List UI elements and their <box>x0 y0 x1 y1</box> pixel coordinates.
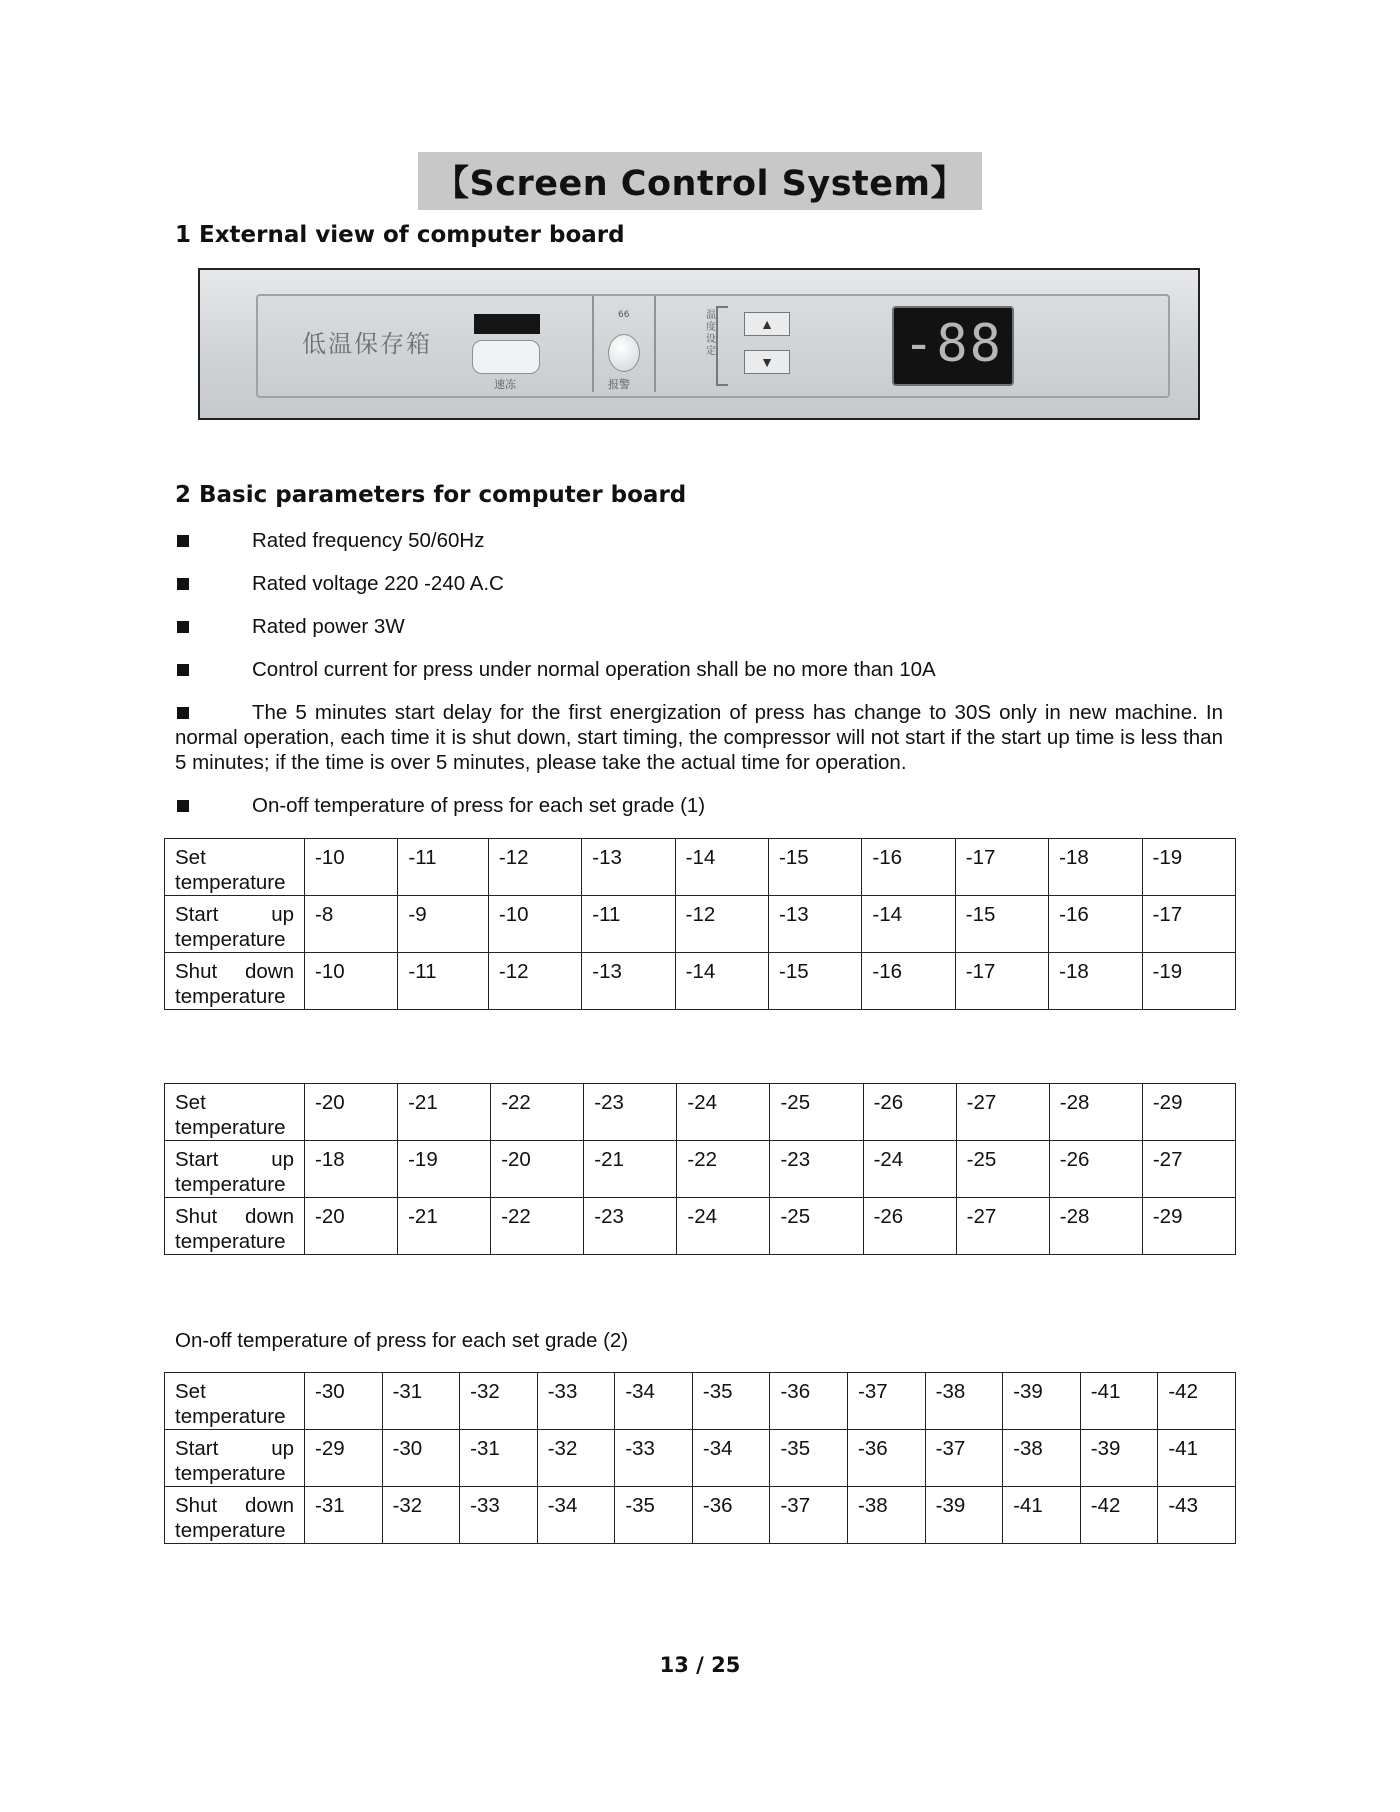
table-cell: -39 <box>1080 1430 1158 1487</box>
table-cell: -31 <box>305 1487 383 1544</box>
table-cell: -11 <box>398 953 489 1010</box>
table-cell: -31 <box>382 1373 460 1430</box>
table-cell: -12 <box>488 839 581 896</box>
row-label-set: Set temperature <box>165 1084 305 1141</box>
square-bullet-icon <box>177 535 189 547</box>
table-row-shut <box>165 1198 1236 1255</box>
square-bullet-icon <box>177 800 189 812</box>
row-label-shut: Shut down temperature <box>165 953 305 1010</box>
alarm-label: 报警 <box>608 378 630 391</box>
table-cell: -9 <box>398 896 489 953</box>
table-cell: -31 <box>460 1430 538 1487</box>
table-cell: -43 <box>1158 1487 1236 1544</box>
square-bullet-icon <box>177 664 189 676</box>
table-cell: -42 <box>1080 1487 1158 1544</box>
table-row-start <box>165 1430 1236 1487</box>
indicator-strip <box>474 314 540 334</box>
table-cell: -14 <box>675 953 768 1010</box>
table-cell: -10 <box>305 839 398 896</box>
table-cell: -22 <box>491 1084 584 1141</box>
table-cell: -19 <box>1142 953 1235 1010</box>
table-cell: -20 <box>305 1198 398 1255</box>
table-cell: -19 <box>1142 839 1235 896</box>
table-cell: -21 <box>584 1141 677 1198</box>
table-cell: -37 <box>770 1487 848 1544</box>
table-cell: -34 <box>615 1373 693 1430</box>
section-heading-external-view: 1 External view of computer board <box>175 222 625 248</box>
list-item: Rated frequency 50/60Hz <box>175 528 1223 553</box>
table-cell: -33 <box>537 1373 615 1430</box>
table-cell: -36 <box>692 1487 770 1544</box>
list-item: The 5 minutes start delay for the first energization of press has change to 30S only in new machine. In normal operation, each time it is shut down, start timing, the compressor will not start if the start up time is less than 5 minutes; if the time is over 5 minutes, please take the actual time for operation. <box>175 701 1223 774</box>
list-item: Control current for press under normal operation shall be no more than 10A <box>175 657 1223 682</box>
display-digits: -88 <box>903 314 1003 374</box>
row-label-shut: Shut down temperature <box>165 1487 305 1544</box>
list-item: Rated power 3W <box>175 614 1223 639</box>
table-cell: -23 <box>584 1198 677 1255</box>
table-row-shut <box>165 953 1236 1010</box>
table-cell: -25 <box>770 1198 863 1255</box>
table-cell: -27 <box>956 1084 1049 1141</box>
table-cell: -18 <box>305 1141 398 1198</box>
table-row-set <box>165 1084 1236 1141</box>
alarm-indicator-mark: 66 <box>618 310 630 320</box>
grade-table-2 <box>164 1083 1236 1255</box>
table-cell: -36 <box>770 1373 848 1430</box>
table-cell: -41 <box>1003 1487 1081 1544</box>
table-cell: -18 <box>1049 953 1142 1010</box>
table-cell: -38 <box>1003 1430 1081 1487</box>
table-cell: -25 <box>956 1141 1049 1198</box>
square-bullet-icon <box>177 707 189 719</box>
table-cell: -21 <box>398 1084 491 1141</box>
table-cell: -27 <box>1142 1141 1235 1198</box>
table-cell: -26 <box>863 1084 956 1141</box>
list-item: Rated voltage 220 -240 A.C <box>175 571 1223 596</box>
table-row-start <box>165 1141 1236 1198</box>
table-cell: -16 <box>862 953 955 1010</box>
bracket-mark <box>716 306 728 386</box>
table-cell: -20 <box>491 1141 584 1198</box>
table-cell: -33 <box>615 1430 693 1487</box>
table-cell: -13 <box>582 953 675 1010</box>
table-cell: -22 <box>677 1141 770 1198</box>
panel-divider <box>654 296 656 392</box>
panel-divider <box>592 296 594 392</box>
table-cell: -37 <box>848 1373 926 1430</box>
row-label-set: Set temperature <box>165 839 305 896</box>
table-cell: -29 <box>1142 1084 1235 1141</box>
square-bullet-icon <box>177 578 189 590</box>
row-label-start: Start up temperature <box>165 896 305 953</box>
temperature-display <box>892 306 1014 386</box>
fast-freeze-button <box>472 340 540 374</box>
table-cell: -17 <box>1142 896 1235 953</box>
table-cell: -37 <box>925 1430 1003 1487</box>
fast-freeze-label: 速冻 <box>494 378 516 391</box>
page-number: 13 / 25 <box>659 1653 741 1677</box>
parameter-list <box>175 528 1223 836</box>
table-cell: -20 <box>305 1084 398 1141</box>
board-chinese-label: 低温保存箱 <box>302 330 432 358</box>
table-cell: -17 <box>955 839 1048 896</box>
list-item: On-off temperature of press for each set grade (1) <box>175 793 1223 818</box>
grade-2-caption: On-off temperature of press for each set grade (2) <box>175 1329 629 1352</box>
table-cell: -26 <box>863 1198 956 1255</box>
table-cell: -12 <box>488 953 581 1010</box>
table-cell: -28 <box>1049 1198 1142 1255</box>
table-cell: -36 <box>848 1430 926 1487</box>
table-cell: -19 <box>398 1141 491 1198</box>
computer-board-photo <box>198 268 1200 420</box>
table-cell: -32 <box>460 1373 538 1430</box>
table-cell: -24 <box>677 1198 770 1255</box>
table-cell: -33 <box>460 1487 538 1544</box>
table-cell: -21 <box>398 1198 491 1255</box>
table-cell: -35 <box>615 1487 693 1544</box>
alarm-button <box>608 334 640 372</box>
table-cell: -18 <box>1049 839 1142 896</box>
table-cell: -42 <box>1158 1373 1236 1430</box>
table-cell: -32 <box>537 1430 615 1487</box>
up-arrow-button: ▲ <box>744 312 790 336</box>
table-cell: -8 <box>305 896 398 953</box>
table-cell: -16 <box>862 839 955 896</box>
table-cell: -38 <box>925 1373 1003 1430</box>
table-cell: -39 <box>925 1487 1003 1544</box>
table-cell: -23 <box>584 1084 677 1141</box>
title-wrapper <box>0 152 1400 210</box>
table-row-shut <box>165 1487 1236 1544</box>
table-cell: -16 <box>1049 896 1142 953</box>
table-cell: -23 <box>770 1141 863 1198</box>
table-cell: -24 <box>863 1141 956 1198</box>
table-cell: -29 <box>1142 1198 1235 1255</box>
table-cell: -30 <box>305 1373 383 1430</box>
table-cell: -39 <box>1003 1373 1081 1430</box>
row-label-shut: Shut down temperature <box>165 1198 305 1255</box>
table-cell: -11 <box>398 839 489 896</box>
table-cell: -34 <box>537 1487 615 1544</box>
table-cell: -34 <box>692 1430 770 1487</box>
table-cell: -38 <box>848 1487 926 1544</box>
table-cell: -35 <box>692 1373 770 1430</box>
table-cell: -29 <box>305 1430 383 1487</box>
table-cell: -10 <box>488 896 581 953</box>
grade-table-3 <box>164 1372 1236 1544</box>
table-cell: -26 <box>1049 1141 1142 1198</box>
table-cell: -35 <box>770 1430 848 1487</box>
table-cell: -14 <box>862 896 955 953</box>
board-panel <box>256 294 1170 398</box>
table-cell: -14 <box>675 839 768 896</box>
table-row-set <box>165 1373 1236 1430</box>
table-cell: -15 <box>769 953 862 1010</box>
down-arrow-button: ▼ <box>744 350 790 374</box>
table-cell: -41 <box>1080 1373 1158 1430</box>
table-row-set <box>165 839 1236 896</box>
page-title: 【Screen Control System】 <box>418 152 982 210</box>
table-cell: -13 <box>769 896 862 953</box>
table-row-start <box>165 896 1236 953</box>
temp-set-label: 温度设定 <box>706 310 716 357</box>
table-cell: -30 <box>382 1430 460 1487</box>
grade-table-1 <box>164 838 1236 1010</box>
table-cell: -15 <box>955 896 1048 953</box>
table-cell: -11 <box>582 896 675 953</box>
table-cell: -12 <box>675 896 768 953</box>
table-cell: -32 <box>382 1487 460 1544</box>
square-bullet-icon <box>177 621 189 633</box>
table-cell: -41 <box>1158 1430 1236 1487</box>
table-cell: -24 <box>677 1084 770 1141</box>
row-label-start: Start up temperature <box>165 1141 305 1198</box>
table-cell: -13 <box>582 839 675 896</box>
table-cell: -25 <box>770 1084 863 1141</box>
table-cell: -17 <box>955 953 1048 1010</box>
row-label-start: Start up temperature <box>165 1430 305 1487</box>
table-cell: -28 <box>1049 1084 1142 1141</box>
row-label-set: Set temperature <box>165 1373 305 1430</box>
table-cell: -22 <box>491 1198 584 1255</box>
table-cell: -27 <box>956 1198 1049 1255</box>
table-cell: -15 <box>769 839 862 896</box>
section-heading-basic-parameters: 2 Basic parameters for computer board <box>175 482 687 508</box>
table-cell: -10 <box>305 953 398 1010</box>
